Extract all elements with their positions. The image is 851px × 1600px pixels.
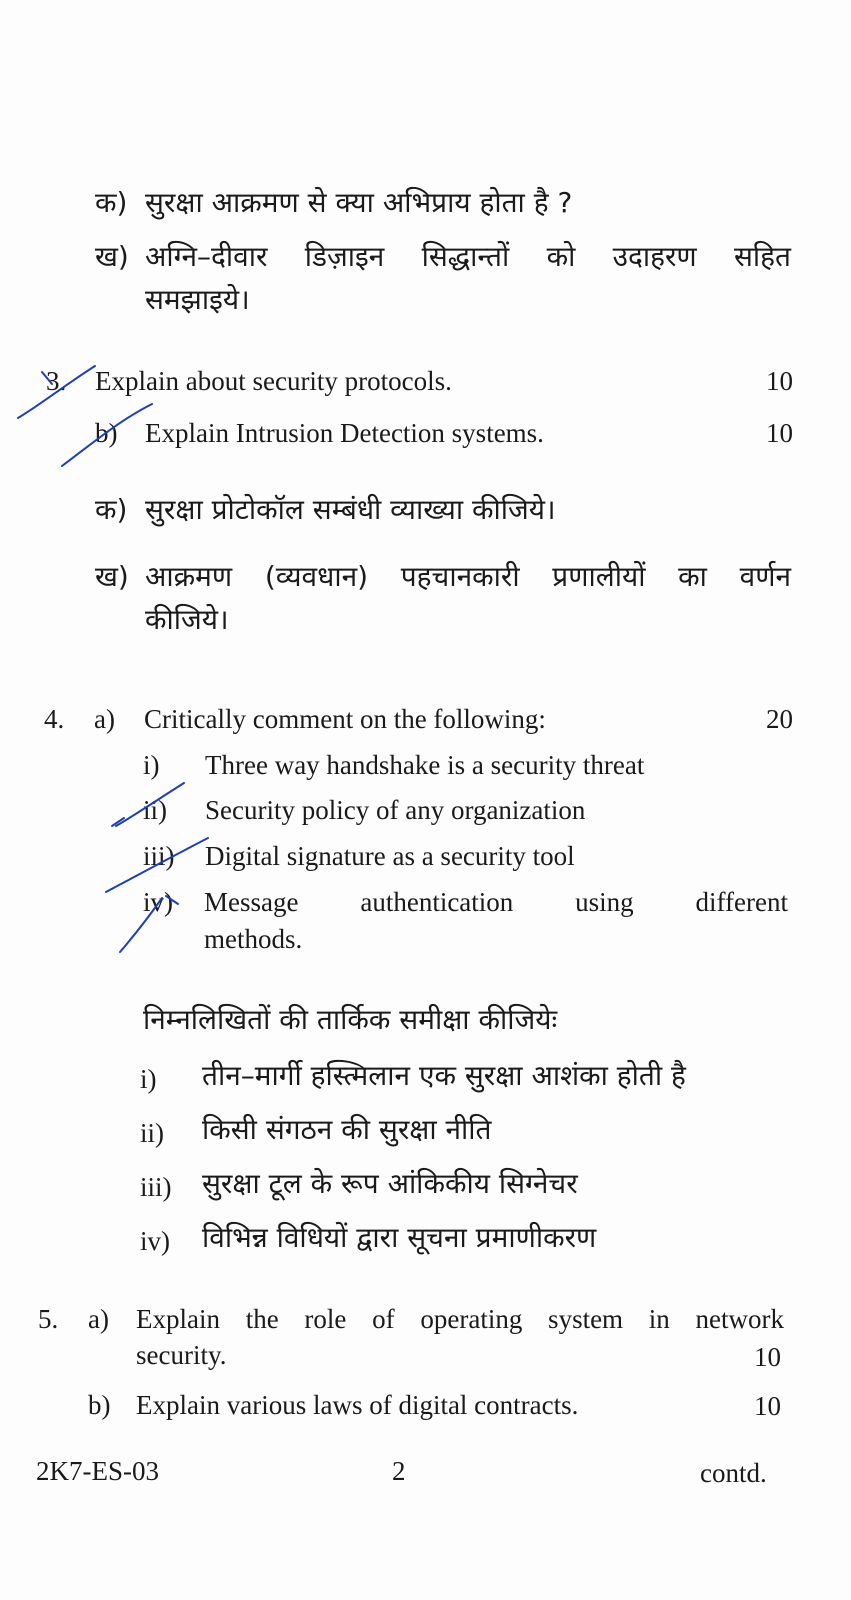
q4-hi-item-label: iv) <box>140 1226 170 1256</box>
q4-en-item-text: Three way handshake is a security threat <box>205 750 645 780</box>
q4-en-item-text: Message authentication using different <box>204 887 788 917</box>
q4-en-item-text: Security policy of any organization <box>205 795 586 825</box>
q4-hi-item-text: तीन–मार्गी हस्त्मिलान एक सुरक्षा आशंका होती है <box>202 1059 686 1092</box>
q5-a-marks: 10 <box>754 1342 781 1372</box>
q4-a-label: a) <box>94 704 115 734</box>
q4-hi-item-text: विभिन्न विधियों द्वारा सूचना प्रमाणीकरण <box>202 1221 597 1254</box>
footer-continued: contd. <box>700 1458 767 1488</box>
q2-hindi-b-line1: अग्नि–दीवार डिज़ाइन सिद्धान्तों को उदाहरण सहित <box>145 240 791 273</box>
q2-hindi-b-label: ख) <box>95 240 129 273</box>
q3-number: 3. <box>46 366 67 396</box>
q3-b-text: Explain Intrusion Detection systems. <box>145 418 544 448</box>
q4-hindi-intro: निम्नलिखितों की तार्किक समीक्षा कीजियेः <box>143 1003 558 1036</box>
footer-page-number: 2 <box>392 1456 406 1486</box>
q4-number: 4. <box>44 704 65 734</box>
q4-hi-item-text: किसी संगठन की सुरक्षा नीति <box>202 1113 492 1146</box>
q4-en-item-text-continued: methods. <box>204 924 303 954</box>
q4-en-item-label: ii) <box>143 795 167 825</box>
q4-hi-item-label: ii) <box>140 1118 164 1148</box>
q5-b-label: b) <box>88 1390 111 1420</box>
q5-b-marks: 10 <box>754 1391 781 1421</box>
q5-b-text: Explain various laws of digital contracts. <box>136 1390 579 1420</box>
q3-a-text: Explain about security protocols. <box>95 366 452 396</box>
footer-paper-code: 2K7-ES-03 <box>36 1456 159 1486</box>
q4-a-text: Critically comment on the following: <box>144 704 546 734</box>
q2-hindi-a-label: क) <box>95 186 128 219</box>
q4-hi-item-label: iii) <box>140 1172 172 1202</box>
q3-hindi-b-label: ख) <box>95 560 129 593</box>
q5-number: 5. <box>38 1304 59 1334</box>
q5-a-line1: Explain the role of operating system in network <box>136 1304 784 1334</box>
q2-hindi-b-line2: समझाइये। <box>145 283 250 316</box>
q4-hi-item-text: सुरक्षा टूल के रूप आंकिकीय सिग्नेचर <box>202 1167 578 1200</box>
q4-hi-item-label: i) <box>140 1064 157 1094</box>
q4-en-item-label: i) <box>143 750 160 780</box>
q4-en-item-label: iii) <box>143 841 175 871</box>
q3-hindi-b-line2: कीजिये। <box>145 603 229 636</box>
q4-en-item-label: iv) <box>143 887 173 917</box>
q2-hindi-a-text: सुरक्षा आक्रमण से क्या अभिप्राय होता है ? <box>145 186 573 219</box>
q3-a-marks: 10 <box>766 366 793 396</box>
q4-en-item-text: Digital signature as a security tool <box>205 841 575 871</box>
q3-b-marks: 10 <box>766 418 793 448</box>
q5-a-line2: security. <box>136 1340 227 1370</box>
q3-hindi-a-label: क) <box>95 493 128 526</box>
q5-a-label: a) <box>88 1304 109 1334</box>
q3-hindi-b-line1: आक्रमण (व्यवधान) पहचानकारी प्रणालीयों का वर्णन <box>145 560 791 593</box>
q4-a-marks: 20 <box>766 704 793 734</box>
q3-b-label: b) <box>95 418 118 448</box>
q3-hindi-a-text: सुरक्षा प्रोटोकॉल सम्बंधी व्याख्या कीजिये। <box>145 493 556 526</box>
